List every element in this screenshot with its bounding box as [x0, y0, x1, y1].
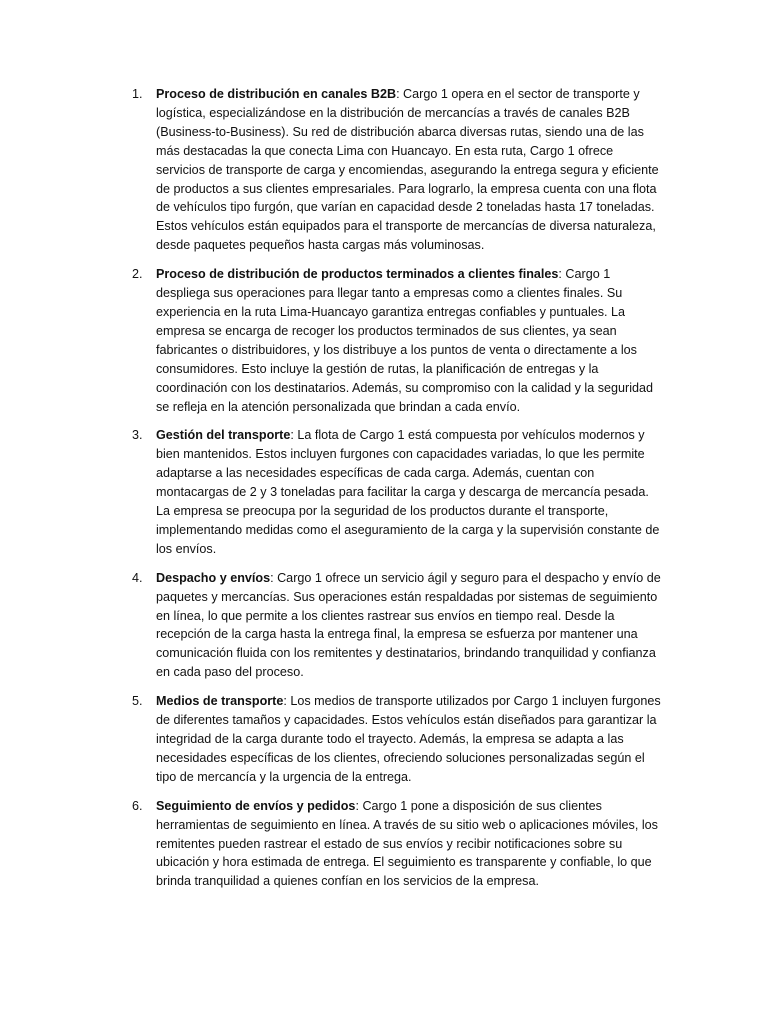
- list-item-text: : Los medios de transporte utilizados por Cargo 1 incluyen furgones de diferentes tamaños y capacidades. Estos vehículos están diseñados para garantizar la integridad de la carga durante todo el trayecto. Además, la empresa se adapta a las necesidades específicas de los clientes, ofreciendo soluciones personalizadas según el tipo de mercancía y la urgencia de la entrega.: [156, 694, 661, 784]
- list-item-heading: Gestión del transporte: [156, 428, 291, 443]
- list-item-number: 2.: [132, 267, 143, 282]
- list-item: [120, 797, 665, 892]
- list-item-text: : La flota de Cargo 1 está compuesta por vehículos modernos y bien mantenidos. Estos incluyen furgones con capacidades variadas, lo que les permite adaptarse a las necesidades específicas de cada carga. Además, cuentan con montacargas de 2 y 3 toneladas para facilitar la carga y descarga de mercancía pesada. La empresa se preocupa por la seguridad de los productos durante el transporte, implementando medidas como el aseguramiento de la carga y la supervisión constante de los envíos.: [156, 428, 660, 556]
- list-item-text: : Cargo 1 opera en el sector de transporte y logística, especializándose en la distribución de mercancías a través de canales B2B (Business-to-Business). Su red de distribución abarca diversas rutas, siendo una de las más destacadas la que conecta Lima con Huancayo. En esta ruta, Cargo 1 ofrece servicios de transporte de carga y encomiendas, asegurando la entrega segura y eficiente de productos a sus clientes empresariales. Para lograrlo, la empresa cuenta con una flota de vehículos tipo furgón, que varían en capacidad desde 2 toneladas hasta 17 toneladas. Estos vehículos están equipados para el transporte de mercancías de diversa naturaleza, desde paquetes pequeños hasta cargas más voluminosas.: [156, 87, 659, 253]
- list-item: [120, 85, 665, 255]
- list-item-heading: Medios de transporte: [156, 694, 284, 709]
- list-item: [120, 426, 665, 558]
- list-item-text: : Cargo 1 pone a disposición de sus clientes herramientas de seguimiento en línea. A través de su sitio web o aplicaciones móviles, los remitentes pueden rastrear el estado de sus envíos y recibir notificaciones sobre su ubicación y hora estimada de entrega. El seguimiento es transparente y confiable, lo que brinda tranquilidad a quienes confían en los servicios de la empresa.: [156, 798, 658, 889]
- list-item: [120, 692, 665, 787]
- list-item-number: 3.: [132, 428, 143, 443]
- list-item-heading: Seguimiento de envíos y pedidos: [156, 798, 356, 813]
- list-item-heading: Despacho y envíos: [156, 570, 271, 585]
- list-item: [120, 569, 665, 682]
- list-item-text: : Cargo 1 ofrece un servicio ágil y seguro para el despacho y envío de paquetes y mercancías. Sus operaciones están respaldadas por sistemas de seguimiento en línea, lo que permite a los clientes rastrear sus envíos en tiempo real. Desde la recepción de la carga hasta la entrega final, la empresa se esfuerza por mantener una comunicación fluida con los remitentes y destinatarios, brindando tranquilidad y confianza en cada paso del proceso.: [156, 570, 661, 680]
- numbered-list: [120, 85, 665, 901]
- list-item-heading: Proceso de distribución en canales B2B: [156, 87, 397, 101]
- list-item-number: 5.: [132, 694, 143, 709]
- list-item-number: 1.: [132, 87, 143, 101]
- list-item-number: 4.: [132, 570, 143, 585]
- list-item: [120, 265, 665, 416]
- list-item-number: 6.: [132, 798, 143, 813]
- list-item-heading: Proceso de distribución de productos terminados a clientes finales: [156, 267, 559, 282]
- list-item-text: : Cargo 1 despliega sus operaciones para llegar tanto a empresas como a clientes finales. Su experiencia en la ruta Lima-Huancayo garantiza entregas confiables y puntuales. La empresa se encarga de recoger los productos terminados de sus clientes, ya sean fabricantes o distribuidores, y los distribuye a los puntos de venta o directamente a los consumidores. Esto incluye la gestión de rutas, la planificación de entregas y la coordinación con los destinatarios. Además, su compromiso con la calidad y la seguridad se refleja en la atención personalizada que brindan a cada envío.: [156, 267, 654, 414]
